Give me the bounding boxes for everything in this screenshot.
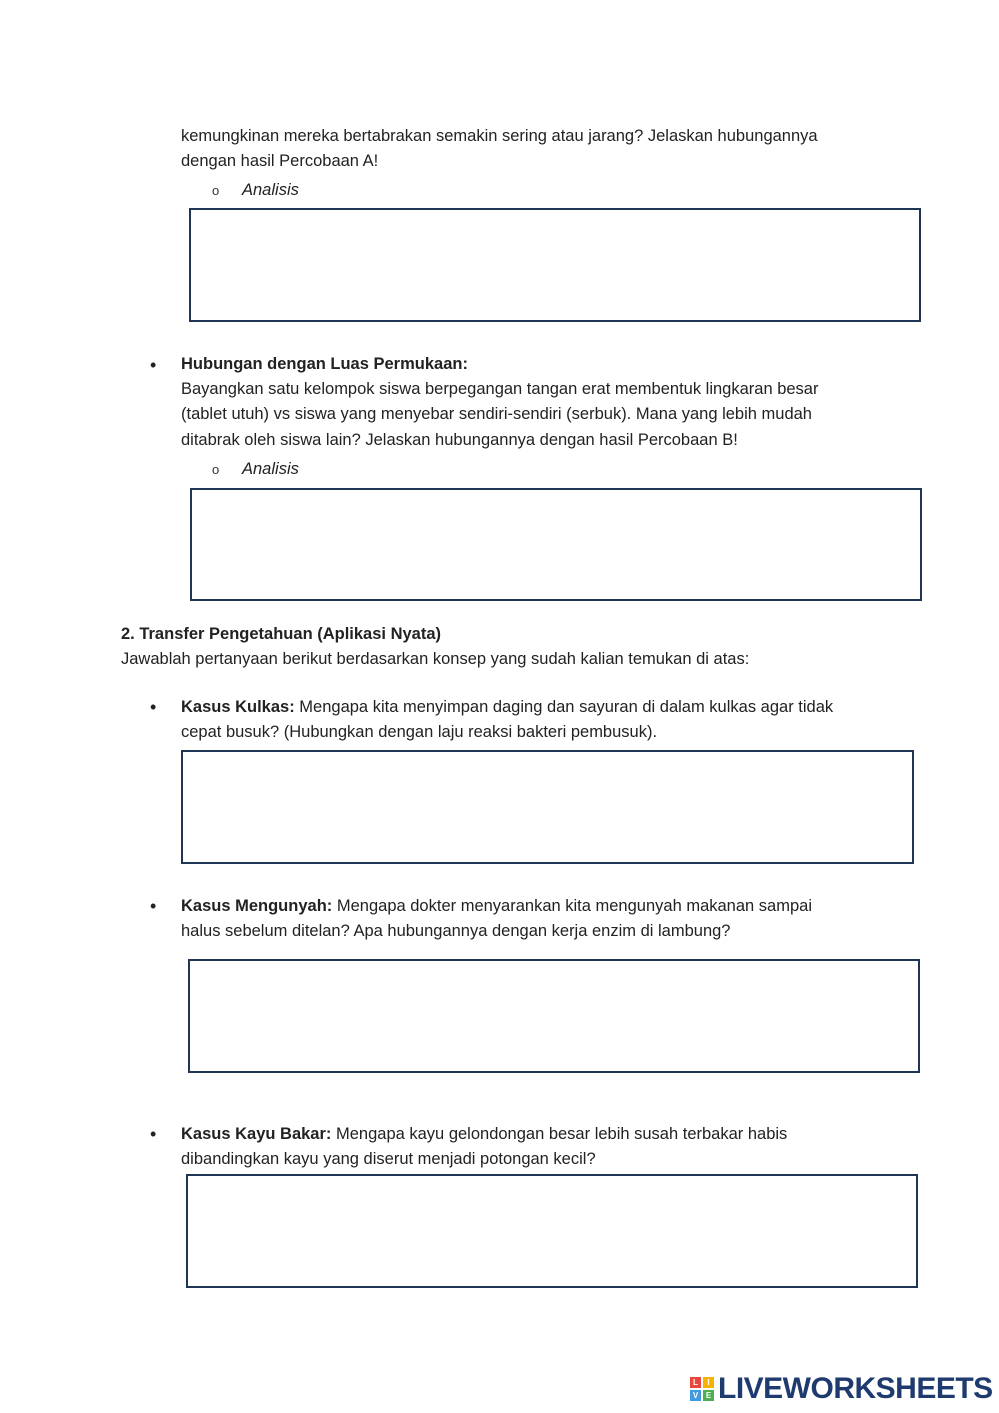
logo-tile-v: V xyxy=(690,1390,701,1401)
case-kulkas-line-2: cepat busuk? (Hubungkan dengan laju reaksi bakteri pembusuk). xyxy=(181,723,658,741)
answer-box-analysis-b[interactable] xyxy=(190,488,922,601)
luas-text-line-1: Bayangkan satu kelompok siswa berpegangan tangan erat membentuk lingkaran besar xyxy=(181,380,819,398)
luas-permukaan-title: Hubungan dengan Luas Permukaan: xyxy=(181,355,468,373)
sub-bullet-marker: o xyxy=(212,462,220,477)
liveworksheets-logo xyxy=(690,1372,993,1406)
case-mengunyah-line-2: halus sebelum ditelan? Apa hubungannya dengan kerja enzim di lambung? xyxy=(181,922,731,940)
logo-tile-e: E xyxy=(703,1390,714,1401)
case-mengunyah-line-1 xyxy=(181,896,812,916)
case-mengunyah-title: Kasus Mengunyah: xyxy=(181,897,333,915)
analysis-label-2: Analisis xyxy=(242,460,299,478)
case-kayu-bakar-question: Mengapa kayu gelondongan besar lebih susah terbakar habis xyxy=(331,1125,788,1143)
sub-bullet-marker: o xyxy=(212,183,220,198)
bullet-marker: • xyxy=(150,355,157,375)
luas-text-line-3: ditabrak oleh siswa lain? Jelaskan hubungannya dengan hasil Percobaan B! xyxy=(181,431,738,449)
case-kayu-bakar-line-1 xyxy=(181,1124,787,1144)
case-kulkas-title: Kasus Kulkas: xyxy=(181,698,295,716)
answer-box-kayu-bakar[interactable] xyxy=(186,1174,918,1288)
logo-tile-grid xyxy=(690,1377,714,1401)
logo-tile-l: L xyxy=(690,1377,701,1388)
case-kulkas-question: Mengapa kita menyimpan daging dan sayuran di dalam kulkas agar tidak xyxy=(294,698,834,716)
answer-box-mengunyah[interactable] xyxy=(188,959,920,1073)
logo-tile-i: I xyxy=(703,1377,714,1388)
bullet-marker: • xyxy=(150,697,157,717)
section-instruction: Jawablah pertanyaan berikut berdasarkan konsep yang sudah kalian temukan di atas: xyxy=(121,650,750,668)
case-kulkas-line-1 xyxy=(181,697,833,717)
luas-text-line-2: (tablet utuh) vs siswa yang menyebar sendiri-sendiri (serbuk). Mana yang lebih mudah xyxy=(181,405,812,423)
bullet-marker: • xyxy=(150,896,157,916)
case-kayu-bakar-line-2: dibandingkan kayu yang diserut menjadi potongan kecil? xyxy=(181,1150,596,1168)
bullet-marker: • xyxy=(150,1124,157,1144)
section-heading: 2. Transfer Pengetahuan (Aplikasi Nyata) xyxy=(121,625,442,643)
logo-wordmark: LIVEWORKSHEETS xyxy=(718,1372,993,1405)
answer-box-analysis-a[interactable] xyxy=(189,208,921,322)
case-kayu-bakar-title: Kasus Kayu Bakar: xyxy=(181,1125,332,1143)
answer-box-kulkas[interactable] xyxy=(181,750,914,864)
analysis-label-1: Analisis xyxy=(242,181,299,199)
case-mengunyah-question: Mengapa dokter menyarankan kita mengunyah makanan sampai xyxy=(332,897,812,915)
intro-text-line-1: kemungkinan mereka bertabrakan semakin sering atau jarang? Jelaskan hubungannya xyxy=(181,127,818,145)
intro-text-line-2: dengan hasil Percobaan A! xyxy=(181,152,379,170)
